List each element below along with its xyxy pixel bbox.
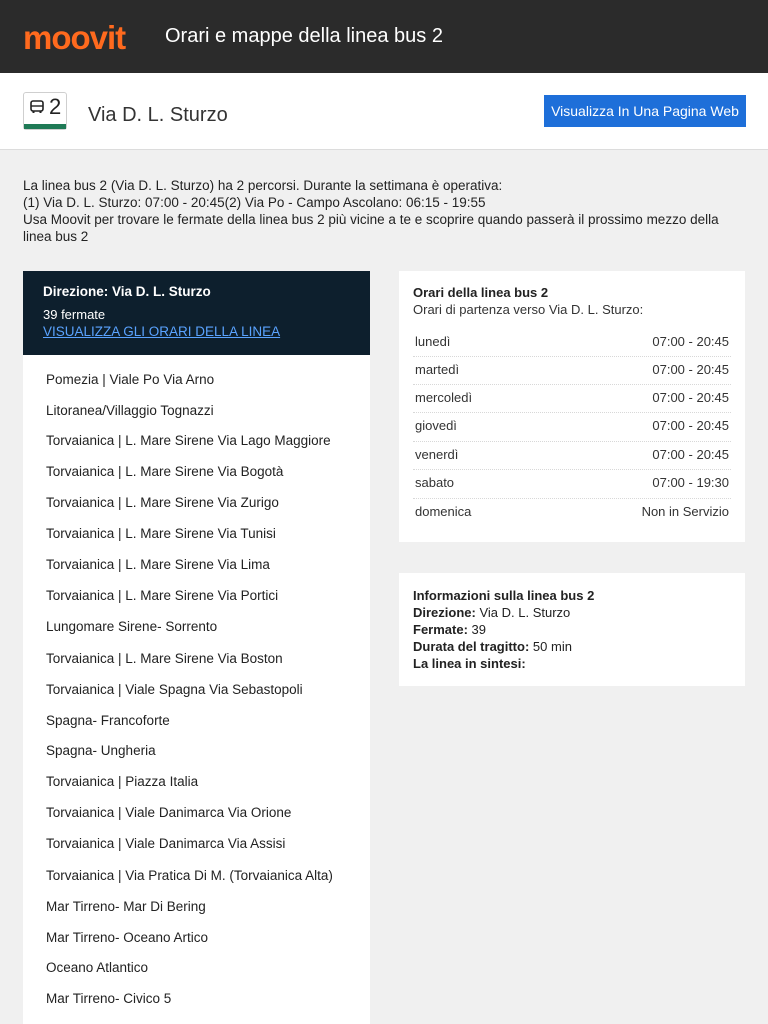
page-title: Orari e mappe della linea bus 2 (165, 25, 443, 47)
schedule-row (413, 356, 731, 384)
stop-item[interactable]: Torvaianica | Via Pratica Di M. (Torvaianica Alta) (46, 868, 333, 883)
stop-item[interactable]: Spagna- Francoforte (46, 713, 170, 728)
schedule-day: lunedì (415, 334, 451, 349)
schedule-row (413, 384, 731, 412)
line-info-card (399, 573, 745, 686)
stop-item[interactable]: Lungomare Sirene- Sorrento (46, 619, 218, 634)
stop-item[interactable]: Torvaianica | Viale Spagna Via Sebastopoli (46, 682, 303, 697)
schedule-title: Orari della linea bus 2 (413, 285, 549, 300)
stop-item[interactable]: Torvaianica | Piazza Italia (46, 774, 199, 789)
info-title (413, 587, 594, 604)
row-divider (413, 356, 731, 357)
row-divider (413, 498, 731, 499)
schedule-row (413, 412, 731, 440)
info-summary-label: La linea in sintesi: (413, 656, 526, 671)
stop-item[interactable]: Litoranea/Villaggio Tognazzi (46, 403, 214, 418)
stop-item[interactable]: Oceano Atlantico (46, 960, 149, 975)
schedule-subtitle: Orari di partenza verso Via D. L. Sturzo: (413, 302, 644, 317)
direction-stops-count: 39 fermate (43, 307, 106, 322)
stop-item[interactable]: Mar Tirreno- Mar Di Bering (46, 899, 206, 914)
row-divider (413, 469, 731, 470)
schedule-hours: 07:00 - 20:45 (652, 390, 729, 405)
stop-item[interactable]: Torvaianica | Viale Danimarca Via Orione (46, 805, 292, 820)
stop-item[interactable]: Torvaianica | L. Mare Sirene Via Tunisi (46, 526, 276, 541)
schedule-hours: 07:00 - 20:45 (652, 418, 729, 433)
stop-item[interactable]: Torvaianica | L. Mare Sirene Via Bogotà (46, 464, 284, 479)
schedule-row (413, 498, 731, 526)
line-color-stripe (24, 124, 66, 129)
schedule-day: sabato (415, 475, 455, 490)
stop-item[interactable]: Pomezia | Viale Po Via Arno (46, 372, 215, 387)
moovit-logo[interactable]: moovit (23, 19, 126, 56)
row-divider (413, 384, 731, 385)
info-direction-value: Via D. L. Sturzo (479, 605, 571, 620)
stop-item[interactable]: Torvaianica | L. Mare Sirene Via Lima (46, 557, 270, 572)
schedule-hours: Non in Servizio (641, 504, 729, 519)
stop-item[interactable]: Torvaianica | L. Mare Sirene Via Portici (46, 588, 279, 603)
info-direction (413, 604, 570, 621)
stop-item[interactable]: Mar Tirreno- Civico 5 (46, 991, 172, 1006)
row-divider (413, 412, 731, 413)
top-bar (0, 0, 768, 73)
intro-line: (1) Via D. L. Sturzo: 07:00 - 20:45(2) Via Po - Campo Ascolano: 06:15 - 19:55 (23, 195, 486, 210)
view-schedule-link[interactable]: VISUALIZZA GLI ORARI DELLA LINEA (43, 324, 281, 339)
bus-icon (30, 100, 44, 114)
stop-item[interactable]: Torvaianica | L. Mare Sirene Via Boston (46, 651, 283, 666)
info-stops-label: Fermate: (413, 622, 468, 637)
row-divider (413, 441, 731, 442)
intro-text (23, 177, 745, 245)
schedule-hours: 07:00 - 20:45 (652, 447, 729, 462)
schedule-day: domenica (415, 504, 472, 519)
info-direction-label: Direzione: (413, 605, 476, 620)
schedule-row (413, 441, 731, 469)
stop-item[interactable]: Mar Tirreno- Oceano Artico (46, 930, 209, 945)
info-stops (413, 621, 486, 638)
direction-header (23, 271, 370, 355)
direction-title: Direzione: Via D. L. Sturzo (43, 284, 211, 299)
schedule-day: martedì (415, 362, 460, 377)
intro-line: La linea bus 2 (Via D. L. Sturzo) ha 2 percorsi. Durante la settimana è operativa: (23, 178, 503, 193)
info-title-text: Informazioni sulla linea bus 2 (413, 588, 595, 603)
line-name: Via D. L. Sturzo (88, 104, 228, 126)
info-duration-value: 50 min (532, 639, 572, 654)
line-header (0, 73, 768, 150)
stops-list (23, 355, 370, 1024)
stop-item[interactable]: Torvaianica | L. Mare Sirene Via Zurigo (46, 495, 279, 510)
intro-line: Usa Moovit per trovare le fermate della linea bus 2 più vicine a te e scoprire quando passerà il prossimo mezzo della (23, 212, 719, 227)
schedule-row (413, 328, 731, 356)
schedule-row (413, 469, 731, 497)
stop-item[interactable]: Spagna- Ungheria (46, 743, 156, 758)
schedule-hours: 07:00 - 19:30 (652, 475, 729, 490)
view-web-page-button[interactable]: Visualizza In Una Pagina Web (544, 95, 746, 127)
schedule-card (399, 271, 745, 542)
info-duration-label: Durata del tragitto: (413, 639, 530, 654)
intro-line: linea bus 2 (23, 229, 89, 244)
schedule-day: mercoledì (415, 390, 473, 405)
info-stops-value: 39 (471, 622, 487, 637)
info-summary (413, 655, 526, 672)
stop-item[interactable]: Torvaianica | L. Mare Sirene Via Lago Maggiore (46, 433, 331, 448)
schedule-hours: 07:00 - 20:45 (652, 334, 729, 349)
line-number: 2 (49, 94, 62, 119)
info-duration (413, 638, 572, 655)
schedule-day: venerdì (415, 447, 459, 462)
schedule-hours: 07:00 - 20:45 (652, 362, 729, 377)
stop-item[interactable]: Torvaianica | Viale Danimarca Via Assisi (46, 836, 286, 851)
line-badge (23, 92, 67, 130)
schedule-day: giovedì (415, 418, 457, 433)
